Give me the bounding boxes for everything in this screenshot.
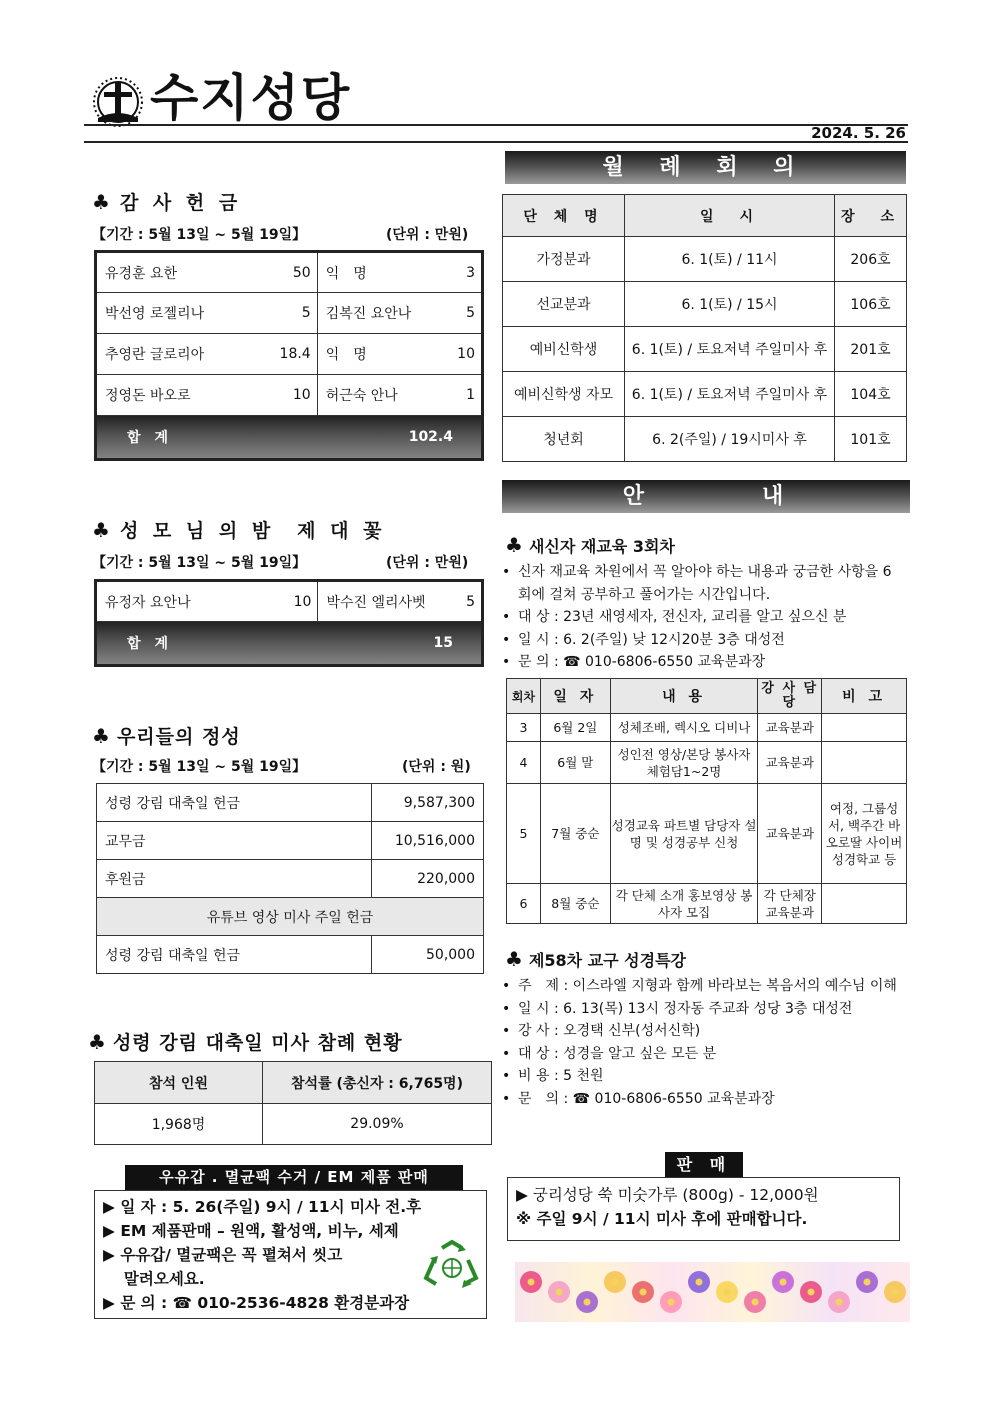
offering-amount: 50,000 xyxy=(372,936,484,974)
sale-box xyxy=(507,1177,900,1241)
recycle-line: ▶ 문 의 : ☎ 010-2536-4828 환경분과장 xyxy=(103,1294,410,1312)
edu-row xyxy=(507,714,907,742)
meeting-room: 106호 xyxy=(835,282,907,327)
session-instructor: 교육분과 xyxy=(758,742,822,784)
flower-center xyxy=(668,1299,675,1306)
edu-info-list xyxy=(500,561,905,674)
session-note xyxy=(822,742,907,784)
flower-center xyxy=(696,1279,703,1286)
thanks-unit: (단위 : 만원) xyxy=(386,227,469,243)
offering-amount: 220,000 xyxy=(372,860,484,898)
session-date: 8월 중순 xyxy=(540,884,610,924)
session-note: 여정, 그룹성서, 백주간 바오로딸 사이버 성경학교 등 xyxy=(822,784,907,884)
notice-title: 안 내 xyxy=(502,480,910,513)
thanks-row xyxy=(96,293,483,334)
session-number: 5 xyxy=(507,784,541,884)
group-name: 청년회 xyxy=(503,417,625,462)
recycle-line: 말려오세요. xyxy=(103,1270,205,1288)
session-note xyxy=(822,884,907,924)
session-content: 성체조배, 렉시오 디비나 xyxy=(610,714,758,742)
edu-header-row xyxy=(507,679,907,714)
bible-title: ♣ 제58차 교구 성경특강 xyxy=(505,947,686,971)
edu-header-cell: 비 고 xyxy=(822,679,907,714)
thanks-total-row xyxy=(96,416,483,460)
offering-label: 교무금 xyxy=(97,822,372,860)
attendance-table xyxy=(94,1061,492,1145)
session-number: 3 xyxy=(507,714,541,742)
ours-period: 【기간 : 5월 13일 ~ 5월 19일】 xyxy=(92,759,307,775)
bible-info-item: • 비 용 : 5 천원 xyxy=(500,1065,910,1088)
donation-amount: 10 xyxy=(272,375,318,416)
donor-name: 유경훈 요한 xyxy=(96,252,272,293)
flowers-image xyxy=(515,1262,910,1322)
monthly-table xyxy=(502,194,907,462)
flower-center xyxy=(780,1279,787,1286)
flower-center xyxy=(528,1279,535,1286)
youtube-row xyxy=(97,898,484,936)
donor-name: 김복진 요안나 xyxy=(317,293,449,334)
club-icon: ♣ xyxy=(92,518,114,542)
meeting-time: 6. 1(토) / 토요저녁 주일미사 후 xyxy=(625,327,835,372)
header-rule xyxy=(84,124,908,126)
monthly-row xyxy=(503,372,907,417)
edu-info-item: • 신자 재교육 차원에서 꼭 알아야 하는 내용과 궁금한 사항을 6회에 걸쳐 공부하고 풀어가는 시간입니다. xyxy=(500,561,905,606)
session-date: 7월 중순 xyxy=(540,784,610,884)
flower-center xyxy=(752,1299,759,1306)
bible-info-item: • 주 제 : 이스라엘 지형과 함께 바라보는 복음서의 예수님 이해 xyxy=(500,975,910,998)
offering-label: 성령 강림 대축일 헌금 xyxy=(97,784,372,822)
session-content: 성경교육 파트별 담당자 설명 및 성경공부 신청 xyxy=(610,784,758,884)
ours-row xyxy=(97,860,484,898)
monthly-header-cell: 일 시 xyxy=(625,195,835,237)
total-label: 합 계 xyxy=(127,430,169,446)
ours-row xyxy=(97,822,484,860)
flower-center xyxy=(892,1289,899,1296)
club-icon: ♣ xyxy=(505,947,523,971)
edu-info-item: • 대 상 : 23년 새영세자, 전신자, 교리를 알고 싶으신 분 xyxy=(500,606,905,629)
offering-amount: 10,516,000 xyxy=(372,822,484,860)
club-icon: ♣ xyxy=(505,533,523,557)
session-instructor: 각 단체장 교육분과 xyxy=(758,884,822,924)
bible-info-item: • 문 의 : ☎ 010-6806-6550 교육분과장 xyxy=(500,1088,910,1111)
edu-row xyxy=(507,884,907,924)
attendance-rate: 29.09% xyxy=(263,1104,492,1145)
group-name: 예비신학생 xyxy=(503,327,625,372)
meeting-time: 6. 2(주일) / 19시미사 후 xyxy=(625,417,835,462)
meeting-room: 201호 xyxy=(835,327,907,372)
donation-amount: 10 xyxy=(449,334,482,375)
bible-info-item: • 강 사 : 오경택 신부(성서신학) xyxy=(500,1020,910,1043)
sale-title: 판 매 xyxy=(665,1152,743,1177)
flower-center xyxy=(640,1289,647,1296)
session-instructor: 교육분과 xyxy=(758,784,822,884)
group-name: 선교분과 xyxy=(503,282,625,327)
session-note xyxy=(822,714,907,742)
flower-center xyxy=(808,1289,815,1296)
monthly-header-cell: 단 체 명 xyxy=(503,195,625,237)
meeting-time: 6. 1(토) / 11시 xyxy=(625,237,835,282)
group-name: 예비신학생 자모 xyxy=(503,372,625,417)
meeting-time: 6. 1(토) / 토요저녁 주일미사 후 xyxy=(625,372,835,417)
thanks-row xyxy=(96,375,483,416)
donor-name: 정영돈 바오로 xyxy=(96,375,272,416)
attendance-title: ♣ 성령 강림 대축일 미사 참례 현황 xyxy=(88,1030,403,1054)
meeting-room: 101호 xyxy=(835,417,907,462)
monthly-header-row xyxy=(503,195,907,237)
ours-table xyxy=(96,783,484,974)
donation-amount: 1 xyxy=(449,375,482,416)
total-label: 합 계 xyxy=(127,636,169,652)
donation-amount: 3 xyxy=(449,252,482,293)
flower-center xyxy=(724,1289,731,1296)
edu-row xyxy=(507,784,907,884)
offering-label: 성령 강림 대축일 헌금 xyxy=(97,936,372,974)
donation-amount: 5 xyxy=(458,581,482,622)
thanks-row xyxy=(96,334,483,375)
flower-center xyxy=(556,1289,563,1296)
edu-header-cell: 내 용 xyxy=(610,679,758,714)
church-logo-icon xyxy=(88,72,148,128)
session-content: 각 단체 소개 홍보영상 봉사자 모집 xyxy=(610,884,758,924)
meeting-room: 104호 xyxy=(835,372,907,417)
group-name: 가정분과 xyxy=(503,237,625,282)
donor-name: 박수진 엘리사벳 xyxy=(318,581,458,622)
bible-info-list xyxy=(500,975,910,1110)
total-amount: 15 xyxy=(433,635,453,651)
sale-line-1: ▶ 궁리성당 쑥 미숫가루 (800g) - 12,000원 xyxy=(516,1186,819,1204)
meeting-time: 6. 1(토) / 15시 xyxy=(625,282,835,327)
monthly-row xyxy=(503,237,907,282)
edu-info-item: • 문 의 : ☎ 010-6806-6550 교육분과장 xyxy=(500,651,905,674)
session-instructor: 교육분과 xyxy=(758,714,822,742)
recycle-line: ▶ 일 자 : 5. 26(주일) 9시 / 11시 미사 전.후 xyxy=(103,1198,422,1216)
date-rule xyxy=(84,141,908,143)
mary-row xyxy=(96,581,483,622)
edu-header-cell: 회차 xyxy=(507,679,541,714)
bible-info-item: • 대 상 : 성경을 알고 싶은 모든 분 xyxy=(500,1043,910,1066)
edu-row xyxy=(507,742,907,784)
thanks-period: 【기간 : 5월 13일 ~ 5월 19일】 xyxy=(92,227,307,243)
club-icon: ♣ xyxy=(88,1030,107,1054)
attendance-head-count: 참석 인원 xyxy=(95,1062,263,1104)
recycle-title: 우유갑 . 멸균팩 수거 / EM 제품 판매 xyxy=(125,1165,463,1190)
donation-amount: 50 xyxy=(272,252,318,293)
donation-amount: 10 xyxy=(286,581,318,622)
flower-center xyxy=(584,1299,591,1306)
flower-center xyxy=(836,1299,843,1306)
donation-amount: 5 xyxy=(449,293,482,334)
youtube-label: 유튜브 영상 미사 주일 헌금 xyxy=(97,898,484,936)
session-number: 6 xyxy=(507,884,541,924)
thanks-table xyxy=(94,250,484,461)
thanks-row xyxy=(96,252,483,293)
edu-header-cell: 일 자 xyxy=(540,679,610,714)
ours-row xyxy=(97,784,484,822)
ours-unit: (단위 : 원) xyxy=(402,759,471,775)
edu-title: ♣ 새신자 재교육 3회차 xyxy=(505,533,675,557)
session-content: 성인전 영상/본당 봉사자 체험담1~2명 xyxy=(610,742,758,784)
donor-name: 유정자 요안나 xyxy=(96,581,286,622)
recycle-icon xyxy=(420,1238,484,1296)
monthly-title: 월 례 회 의 xyxy=(505,151,906,184)
meeting-room: 206호 xyxy=(835,237,907,282)
flower-center xyxy=(864,1279,871,1286)
attendance-head-rate: 참석률 (총신자 : 6,765명) xyxy=(263,1062,492,1104)
session-date: 6월 말 xyxy=(540,742,610,784)
monthly-row xyxy=(503,417,907,462)
recycle-line: ▶ EM 제품판매 – 원액, 활성액, 비누, 세제 xyxy=(103,1222,399,1240)
bulletin-date: 2024. 5. 26 xyxy=(811,124,906,142)
edu-header-cell: 강 사 담 당 xyxy=(758,679,822,714)
session-number: 4 xyxy=(507,742,541,784)
attendance-count: 1,968명 xyxy=(95,1104,263,1145)
offering-label: 후원금 xyxy=(97,860,372,898)
church-name: 수지성당 xyxy=(150,69,352,127)
monthly-row xyxy=(503,282,907,327)
total-amount: 102.4 xyxy=(408,429,453,445)
donor-name: 추영란 글로리아 xyxy=(96,334,272,375)
donor-name: 박선영 로젤리나 xyxy=(96,293,272,334)
mary-total-row xyxy=(96,622,483,666)
mary-period: 【기간 : 5월 13일 ~ 5월 19일】 xyxy=(92,555,307,571)
donation-amount: 5 xyxy=(272,293,318,334)
sale-line-2: ※ 주일 9시 / 11시 미사 후에 판매합니다. xyxy=(516,1210,808,1228)
mary-table xyxy=(94,579,484,667)
recycle-line: ▶ 우유갑/ 멸균팩은 꼭 펼쳐서 씻고 xyxy=(103,1246,343,1264)
club-icon: ♣ xyxy=(92,724,111,748)
donor-name: 허근숙 안나 xyxy=(317,375,449,416)
mary-title: ♣ 성 모 님 의 밤 제 대 꽃 xyxy=(92,518,386,542)
edu-schedule-table xyxy=(506,678,907,924)
club-icon: ♣ xyxy=(92,190,114,214)
offering-amount: 9,587,300 xyxy=(372,784,484,822)
donor-name: 익 명 xyxy=(317,252,449,293)
mary-unit: (단위 : 만원) xyxy=(386,555,469,571)
donor-name: 익 명 xyxy=(317,334,449,375)
flower-center xyxy=(612,1279,619,1286)
ours-row xyxy=(97,936,484,974)
ours-title: ♣ 우리들의 정성 xyxy=(92,724,241,748)
bible-info-item: • 일 시 : 6. 13(목) 13시 정자동 주교좌 성당 3층 대성전 xyxy=(500,998,910,1021)
session-date: 6월 2일 xyxy=(540,714,610,742)
edu-info-item: • 일 시 : 6. 2(주일) 낮 12시20분 3층 대성전 xyxy=(500,629,905,652)
thanks-title: ♣ 감 사 헌 금 xyxy=(92,190,242,214)
monthly-header-cell: 장 소 xyxy=(835,195,907,237)
donation-amount: 18.4 xyxy=(272,334,318,375)
monthly-row xyxy=(503,327,907,372)
